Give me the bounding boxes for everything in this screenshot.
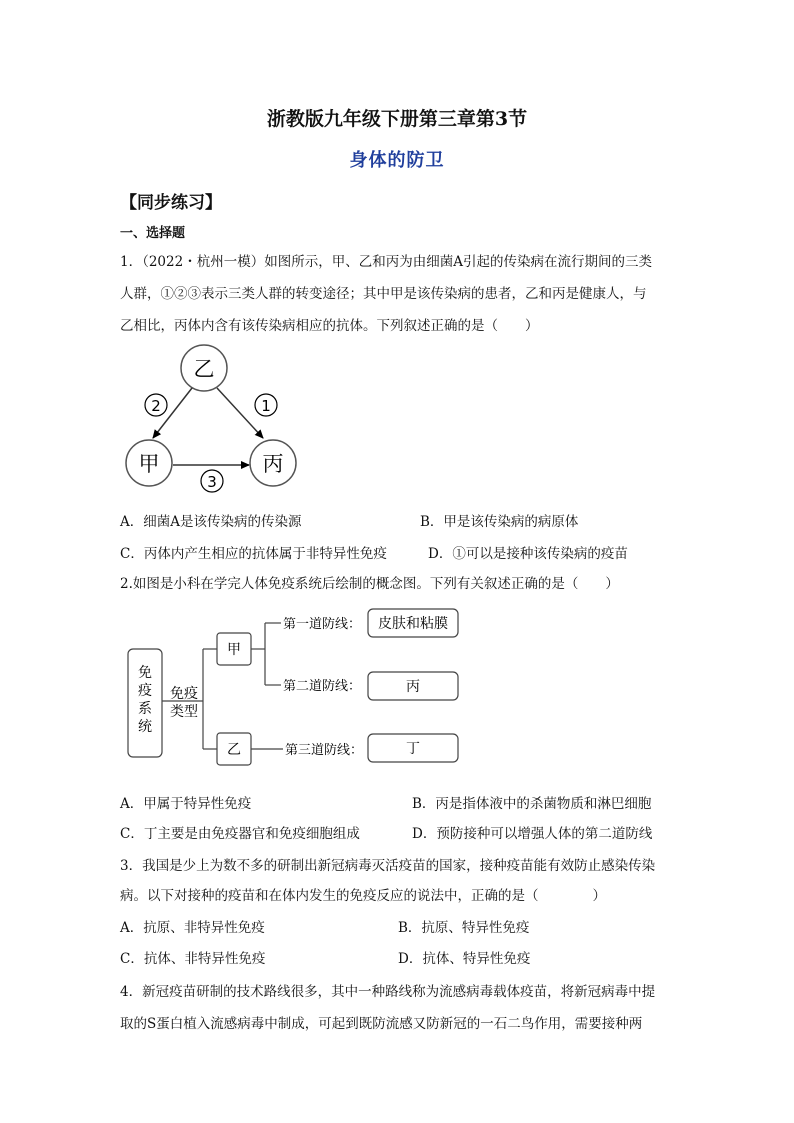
question-2-option-d[interactable]: D．预防接种可以增强人体的第二道防线	[412, 826, 653, 842]
branch-char-1-2: 免疫	[170, 686, 198, 702]
question-3-option-a[interactable]: A．抗原、非特异性免疫	[120, 920, 265, 936]
root-char-1: 免	[138, 665, 152, 681]
question-2-stem: 2.如图是小科在学完人体免疫系统后绘制的概念图。下列有关叙述正确的是（ ）	[120, 576, 619, 592]
question-2-option-a[interactable]: A．甲属于特异性免疫	[120, 796, 252, 812]
root-char-4: 统	[138, 719, 152, 735]
question-3-option-c[interactable]: C．抗体、非特异性免疫	[120, 951, 266, 967]
line3-label: 第三道防线：	[285, 743, 364, 758]
arrow-3-label: 3	[207, 473, 217, 491]
node-bing: 丙	[262, 452, 284, 476]
question-3-option-b[interactable]: B．抗原、特异性免疫	[398, 920, 530, 936]
question-1-line-1: 1．（2022・杭州一模）如图所示，甲、乙和丙为由细菌A引起的传染病在流行期间的三类	[120, 254, 652, 270]
question-1-option-a[interactable]: A．细菌A是该传染病的传染源	[120, 514, 302, 530]
question-4-line-1: 4．新冠疫苗研制的技术路线很多，其中一种路线称为流感病毒载体疫苗，将新冠病毒中提	[120, 984, 656, 1000]
arrow-2-label: 2	[151, 397, 161, 415]
arrow-1-line	[217, 388, 263, 438]
arrow-1-label: 1	[261, 397, 271, 415]
yi-label: 乙	[227, 742, 241, 758]
subsection-heading: 一、选择题	[120, 226, 186, 241]
question-3-option-d[interactable]: D．抗体、特异性免疫	[398, 951, 531, 967]
question-1-line-3: 乙相比，丙体内含有该传染病相应的抗体。下列叙述正确的是（ ）	[120, 318, 539, 334]
question-1-diagram	[118, 335, 318, 505]
section-heading: 【同步练习】	[120, 193, 222, 213]
question-1-option-d[interactable]: D．①可以是接种该传染病的疫苗	[428, 546, 628, 562]
document-subtitle: 身体的防卫	[349, 150, 445, 171]
question-4-line-2: 取的S蛋白植入流感病毒中制成，可起到既防流感又防新冠的一石二鸟作用，需要接种两	[120, 1016, 643, 1032]
document-title: 浙教版九年级下册第三章第3节	[266, 108, 528, 130]
root-char-3: 系	[138, 701, 152, 717]
question-2-option-b[interactable]: B．丙是指体液中的杀菌物质和淋巴细胞	[412, 796, 652, 812]
branch-char-3-4: 类型	[170, 704, 198, 720]
question-3-line-2: 病。以下对接种的疫苗和在体内发生的免疫反应的说法中，正确的是（ ）	[120, 888, 606, 904]
box1-text: 皮肤和粘膜	[378, 616, 448, 632]
question-1-option-b[interactable]: B．甲是该传染病的病原体	[420, 514, 579, 530]
question-1-line-2: 人群，①②③表示三类人群的转变途径；其中甲是该传染病的患者，乙和丙是健康人，与	[120, 286, 647, 302]
box3-text: 丁	[406, 741, 420, 757]
question-2-option-c[interactable]: C．丁主要是由免疫器官和免疫细胞组成	[120, 826, 360, 842]
question-3-line-1: 3．我国是少上为数不多的研制出新冠病毒灭活疫苗的国家，接种疫苗能有效防止感染传染	[120, 858, 656, 874]
box2-text: 丙	[406, 679, 420, 695]
question-1-option-c[interactable]: C．丙体内产生相应的抗体属于非特异性免疫	[120, 546, 387, 562]
node-yi: 乙	[193, 357, 215, 381]
node-jia: 甲	[138, 452, 160, 476]
line1-label: 第一道防线：	[283, 617, 362, 632]
question-2-concept-map	[125, 603, 465, 773]
line2-label: 第二道防线：	[283, 679, 362, 694]
jia-label: 甲	[227, 642, 241, 658]
root-char-2: 疫	[138, 683, 152, 699]
